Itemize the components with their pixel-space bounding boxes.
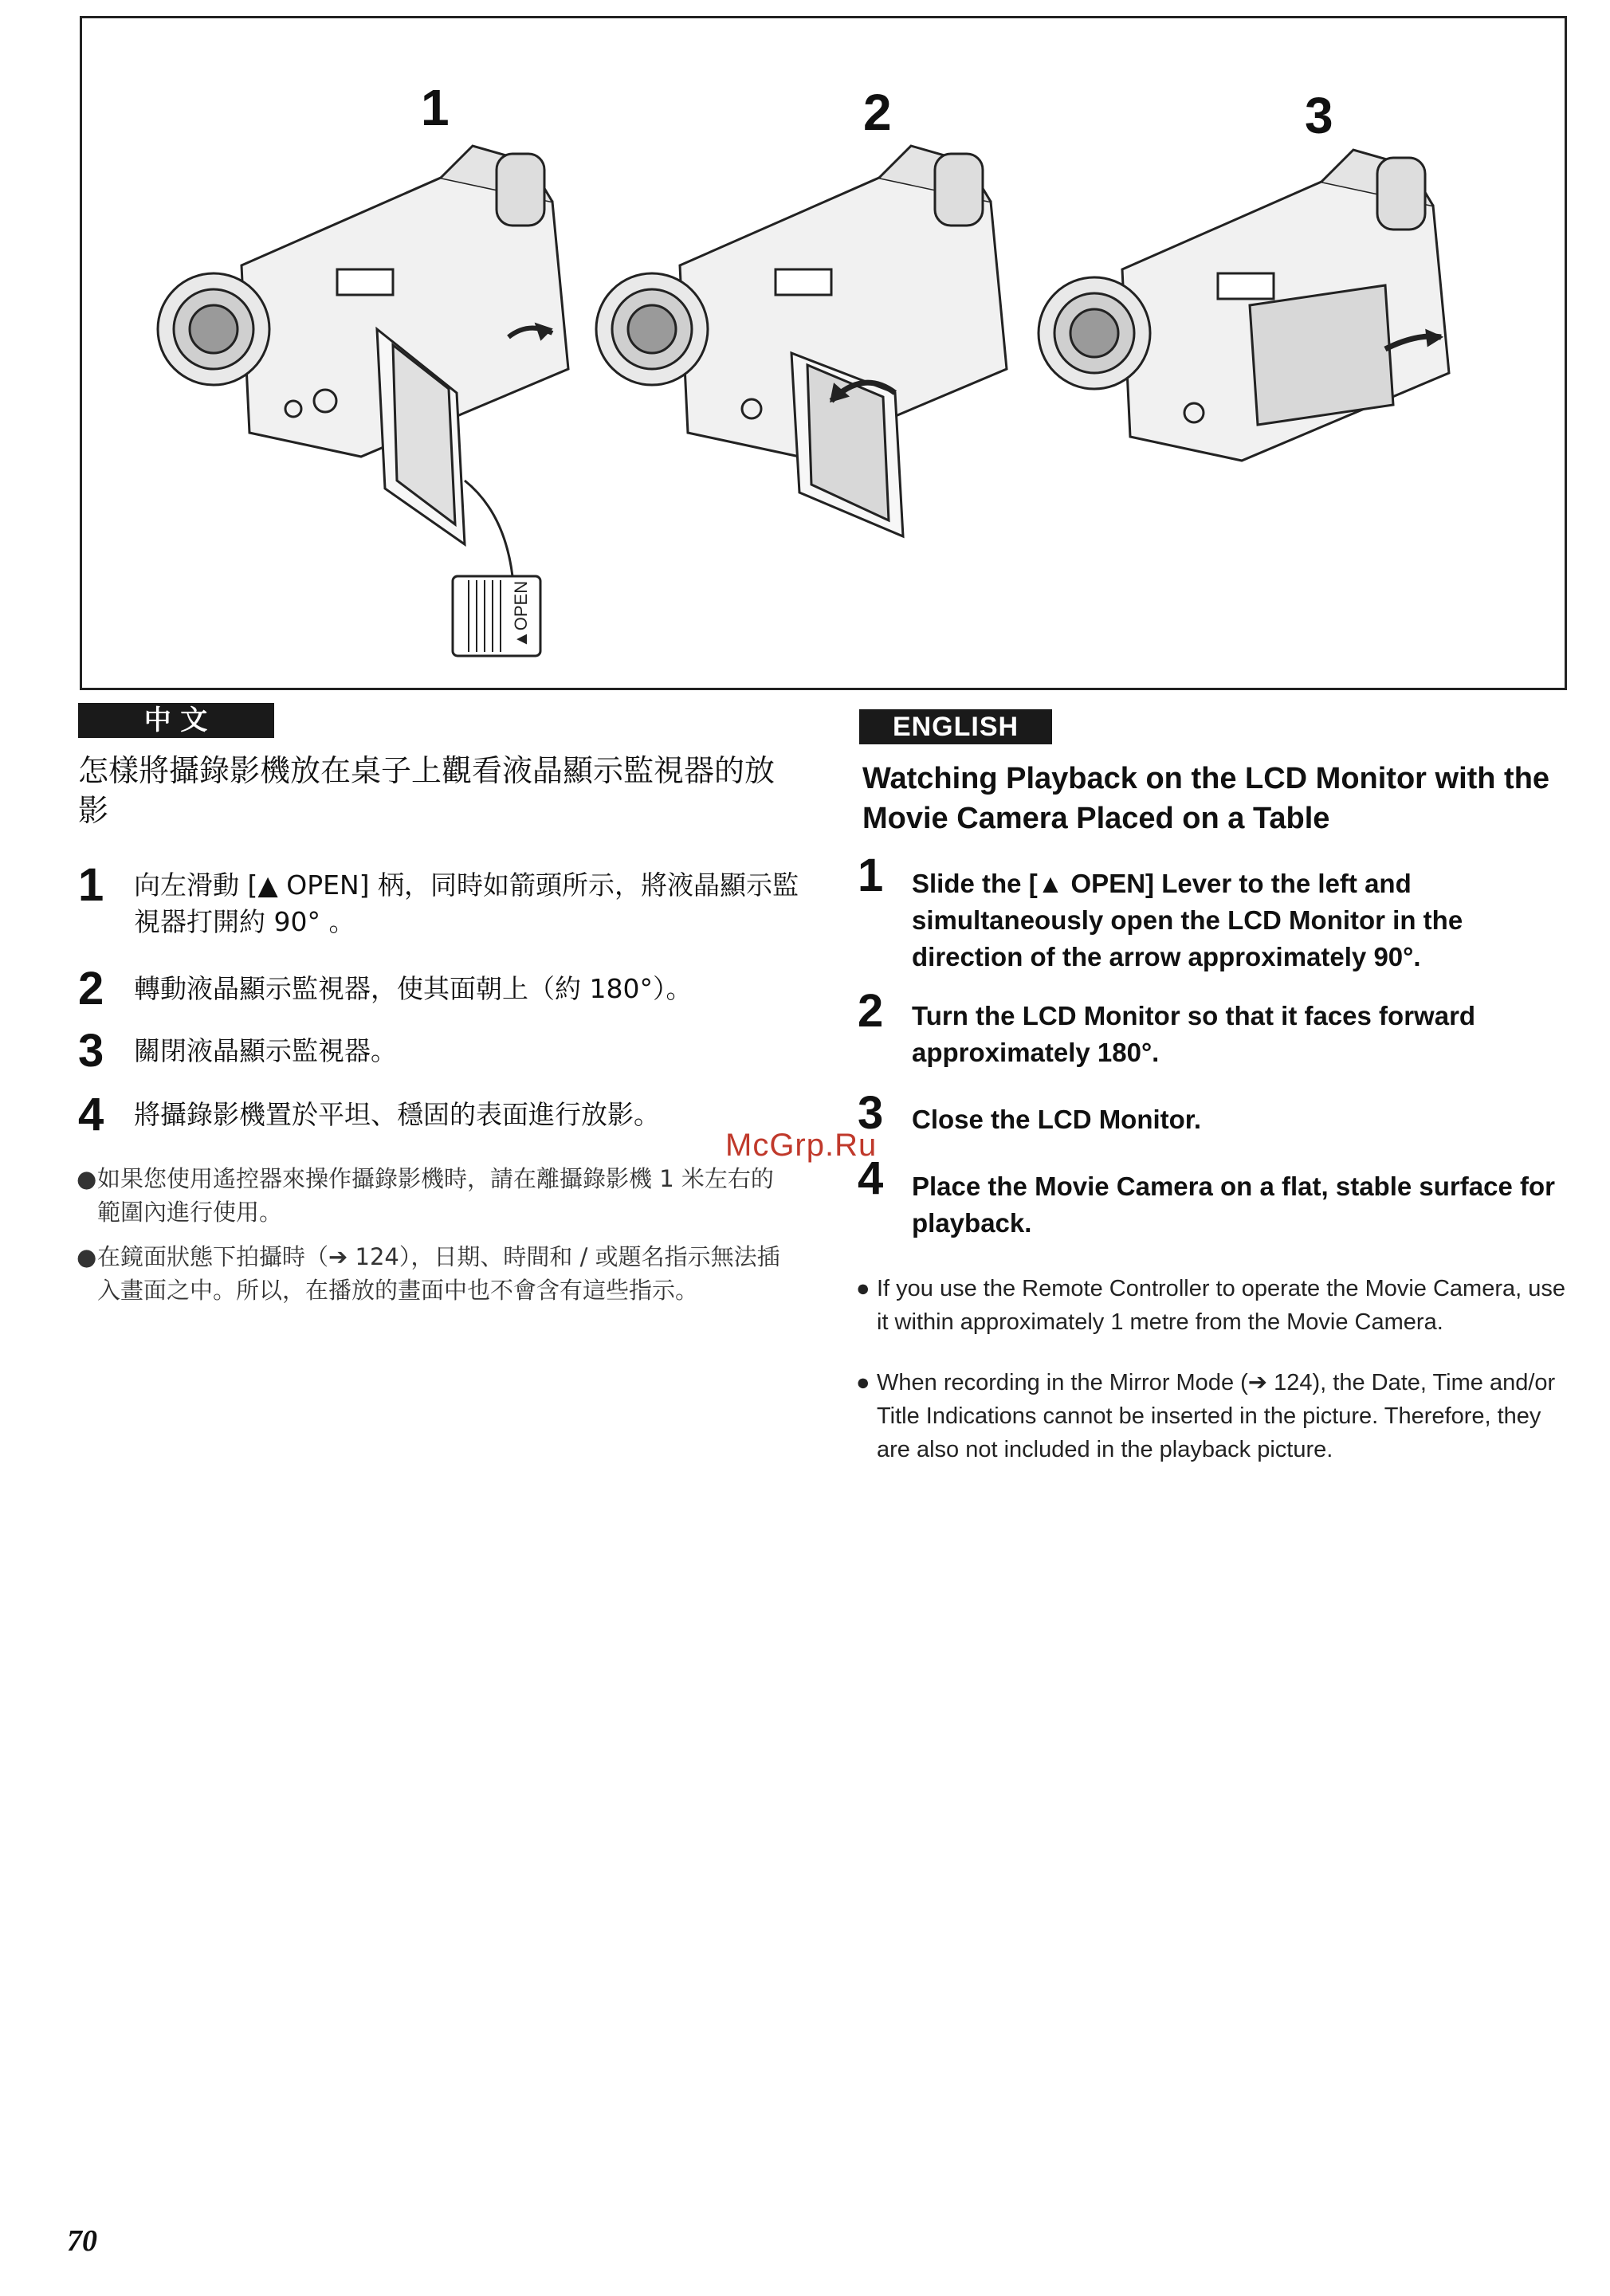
camera-illustration-open-90 [154,130,600,672]
step-number: 3 [858,1087,884,1139]
page-number: 70 [67,2224,97,2258]
chinese-section-tag: 中 文 [78,703,274,738]
figure-step-2-number: 2 [863,84,892,141]
bullet-icon: ● [856,1370,870,1395]
bullet-icon: ● [856,1276,870,1301]
watermark: McGrp.Ru [725,1128,878,1163]
english-section-tag: ENGLISH [859,709,1052,744]
bullet-icon: ● [77,1243,97,1270]
step-number: 3 [78,1025,104,1077]
open-lever-label: ▲OPEN [511,580,531,648]
step-text: 轉動液晶顯示監視器，使其面朝上（約 180°）。 [134,973,693,1004]
open-lever-detail [453,576,540,656]
step-number: 1 [858,850,884,901]
step-number: 1 [78,859,104,911]
english-note-mirror: ● When recording in the Mirror Mode (➔ 124), the Date, Time and/or Title Indications cannot be inserted in the picture. Therefore, they are also not included in the playback picture. [856,1366,1573,1466]
chinese-title: 怎樣將攝錄影機放在桌子上觀看液晶顯示監視器的放影 [78,753,776,829]
step-text: Place the Movie Camera on a flat, stable surface for playback. [912,1172,1555,1238]
step-number: 2 [858,985,884,1037]
step-text: 將攝錄影機置於平坦、穩固的表面進行放影。 [134,1099,660,1130]
figure-step-3-number: 3 [1305,87,1333,144]
bullet-icon: ● [77,1165,97,1192]
step-text: 關閉液晶顯示監視器。 [134,1035,397,1066]
step-text: Close the LCD Monitor. [912,1105,1201,1134]
step-number: 4 [858,1152,884,1204]
step-number: 4 [78,1089,104,1140]
camera-illustration-closed [1035,134,1481,485]
step-text: 向左滑動 [▲ OPEN] 柄，同時如箭頭所示，將液晶顯示監視器打開約 90° 。 [134,869,799,938]
camera-illustration-rotate-180 [592,130,1039,560]
chinese-note-remote: ● 如果您使用遙控器來操作攝錄影機時，請在離攝錄影機 1 米左右的範圍內進行使用。 [77,1162,794,1229]
step-text: Turn the LCD Monitor so that it faces forward approximately 180°. [912,1001,1476,1068]
figure-step-1-number: 1 [421,79,450,136]
illustration-panel [80,16,1567,690]
english-note-remote: ● If you use the Remote Controller to operate the Movie Camera, use it within approximately 1 metre from the Movie Camera. [856,1272,1573,1339]
chinese-note-mirror: ● 在鏡面狀態下拍攝時（➔ 124），日期、時間和 / 或題名指示無法插入畫面之中。所以，在播放的畫面中也不會含有這些指示。 [77,1240,794,1307]
step-text: Slide the [▲ OPEN] Lever to the left and simultaneously open the LCD Monitor in the direction of the arrow approximately 90°. [912,869,1463,972]
step-number: 2 [78,963,104,1015]
english-title: Watching Playback on the LCD Monitor with the Movie Camera Placed on a Table [862,762,1550,836]
